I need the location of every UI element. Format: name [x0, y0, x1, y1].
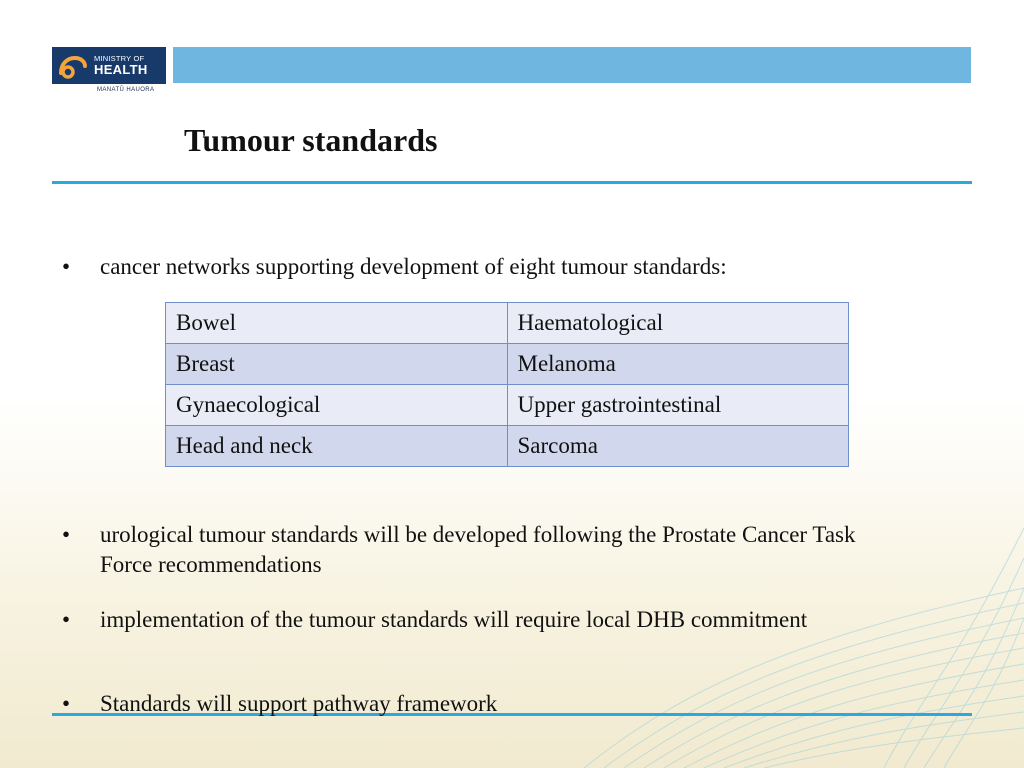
- table-cell: Head and neck: [166, 426, 508, 467]
- table-cell: Bowel: [166, 303, 508, 344]
- title-rule: [52, 181, 972, 184]
- table-row: [166, 303, 849, 344]
- bullet-text: implementation of the tumour standards will require local DHB commitment: [100, 607, 808, 632]
- header-bar: [173, 47, 971, 83]
- tumour-standards-table: [165, 302, 849, 467]
- table-cell: Breast: [166, 344, 508, 385]
- bullet-marker: •: [62, 691, 71, 716]
- bullet-urological: [62, 520, 892, 580]
- logo-line2: HEALTH: [94, 62, 148, 78]
- bullet-text: urological tumour standards will be developed following the Prostate Cancer Task Force recommendations: [100, 522, 856, 577]
- table-row: [166, 385, 849, 426]
- table-cell: Haematological: [507, 303, 849, 344]
- bullet-implementation: [62, 605, 892, 635]
- bullet-text: Standards will support pathway framework: [100, 691, 498, 716]
- ministry-of-health-logo: [52, 47, 166, 84]
- bullet-marker: •: [62, 607, 71, 632]
- bullet-marker: •: [62, 254, 71, 279]
- table-row: [166, 344, 849, 385]
- bullet-marker: •: [62, 522, 71, 547]
- bullet-pathway: [62, 689, 892, 719]
- bullet-networks: [62, 252, 892, 282]
- bullet-text: cancer networks supporting development of eight tumour standards:: [100, 254, 727, 279]
- table-cell: Melanoma: [507, 344, 849, 385]
- table-row: [166, 426, 849, 467]
- koru-icon: [52, 47, 92, 84]
- logo-subtitle: MANATŪ HAUORA: [97, 87, 155, 93]
- table-cell: Gynaecological: [166, 385, 508, 426]
- table-cell: Sarcoma: [507, 426, 849, 467]
- table-cell: Upper gastrointestinal: [507, 385, 849, 426]
- slide-title: Tumour standards: [184, 122, 438, 158]
- logo-line1: MINISTRY OF: [94, 53, 145, 63]
